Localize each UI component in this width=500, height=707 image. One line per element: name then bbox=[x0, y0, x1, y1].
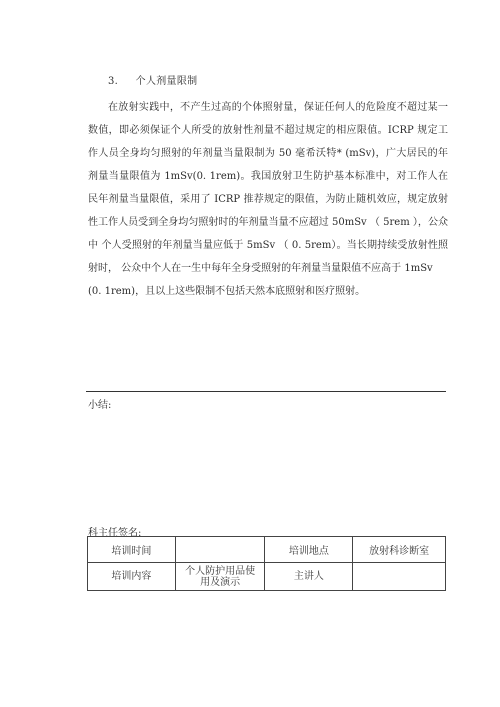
training-location-label: 培训地点 bbox=[265, 537, 353, 563]
training-content-label: 培训内容 bbox=[88, 563, 176, 591]
section-number: 3. bbox=[108, 76, 119, 87]
training-info-table bbox=[87, 536, 446, 591]
lecturer-value bbox=[353, 563, 446, 591]
section-title: 个人剂量限制 bbox=[135, 76, 198, 87]
section-heading bbox=[108, 72, 197, 87]
paragraph: (0. 1rem)，且以上这些限制不包括天然本底照射和医疗照射。 bbox=[88, 286, 366, 297]
body-text bbox=[88, 96, 448, 303]
table-row bbox=[88, 563, 446, 591]
training-content-value: 个人防护用品使 用及演示 bbox=[175, 563, 265, 591]
lecturer-label: 主讲人 bbox=[265, 563, 353, 591]
summary-label: 小结: bbox=[88, 400, 112, 411]
divider bbox=[86, 391, 446, 392]
signature-label: 科主任签名: bbox=[88, 528, 142, 539]
paragraph: 在放射实践中，不产生过高的个体照射量，保证任何人的危险度不超过某一 数值，即必须保证个人所受的放射性剂量不超过规定的相应限值。ICRP 规定工 作人员全身均匀照射的年剂量当量限制为 50 毫希沃特* (mSv)，广大居民的年 剂量当量限值为 1mSv(0. 1rem)。我国放射卫生防护基本标准中，对工作人在 民年剂量当量限值，采用了 ICRP 推荐规定的限值，为防止随机效应，规定放射 性工作人员受到全身均匀照射时的年剂量当量不应超过 50mSv （ 5rem ），公众中 个人受照射的年剂量当量应低于 5mSv （ 0. 5rem）。当长期持续受放射性照射时， 公众中个人在一生中每年全身受照射的年剂量当量限值不应高于 1mSv bbox=[88, 102, 448, 274]
training-time-value bbox=[175, 537, 265, 563]
training-location-value: 放射科诊断室 bbox=[353, 537, 446, 563]
table-row bbox=[88, 537, 446, 563]
training-time-label: 培训时间 bbox=[88, 537, 176, 563]
